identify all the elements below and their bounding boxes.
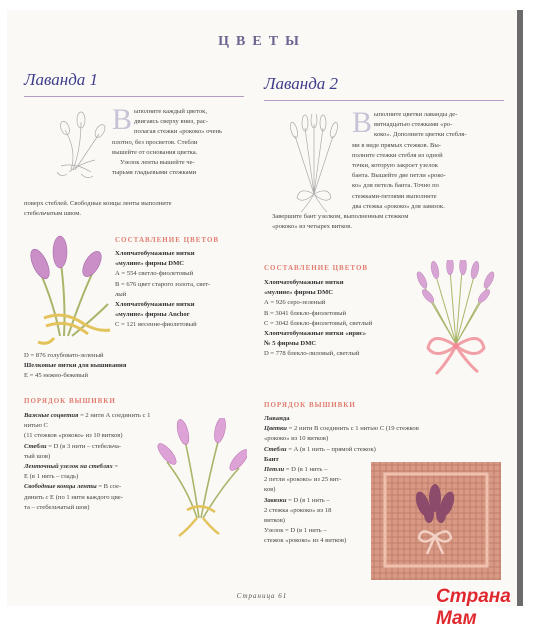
material-line: «мулине» фирмы DMC: [115, 260, 185, 268]
right-dropcap: В: [352, 106, 373, 139]
stitch-line: Бант: [264, 455, 279, 463]
stitch-line: Лаванда: [264, 415, 290, 422]
left-intro-line: вышейте от основания цветка.: [112, 148, 198, 156]
stitch-line: ков): [264, 486, 276, 494]
right-materials-heading: СОСТАВЛЕНИЕ ЦВЕТОВ: [264, 264, 369, 272]
material-line: Хлопчатобумажные нитки: [264, 279, 344, 286]
left-intro-line: стебельчатым швом.: [24, 210, 82, 218]
left-intro-line: поверх стеблей. Свободные концы ленты выполните: [24, 200, 172, 207]
watermark-text: Страна Мам: [436, 586, 511, 629]
stitch-line: Свободные концы ленты = В сое-: [24, 483, 122, 491]
right-stitch-list-2: [264, 465, 374, 547]
right-stitch-list: [264, 414, 504, 465]
material-line: Шелковые нитки для вышивания: [24, 362, 127, 370]
right-intro-line: полните стежки стебля из одной: [352, 151, 443, 159]
stitch-line: 2 петли «рококо» из 25 вит-: [264, 476, 342, 484]
left-embroidery-image-2: [157, 418, 247, 540]
stitch-line: Ленточный узелок на стеблях =: [24, 463, 119, 471]
material-line: «мулине» фирмы Anchor: [115, 311, 190, 319]
book-page: [7, 10, 523, 606]
page-number: Страница 61: [236, 592, 288, 600]
left-intro-line: ыполните каждый цветок,: [134, 108, 208, 115]
stitch-line: Узелок = D (в 1 нить –: [264, 527, 327, 535]
stitch-line: Цветки = 2 нити В соединить с 1 нитью С (19 стежков: [264, 425, 419, 433]
right-intro-line: банта. Вышейте две петли «роко-: [352, 172, 446, 180]
left-intro-bottom: [24, 199, 249, 219]
material-line: А = 554 светло-фиолетовый: [115, 270, 194, 278]
right-intro-bottom: [272, 212, 504, 232]
left-materials-full: [24, 351, 249, 382]
stitch-line: та – стебельчатый шов): [24, 503, 90, 511]
left-title-rule: [24, 96, 244, 97]
stitch-line: (11 стежков «рококо» из 10 витков): [24, 432, 123, 440]
stitch-line: тый шов): [24, 452, 51, 460]
material-line: Хлопчатобумажные нитки «ирис»: [264, 330, 367, 338]
left-intro-line: полагая стежки «рококо» очень: [134, 128, 223, 136]
left-stitch-list: [24, 411, 164, 513]
material-line: Хлопчатобумажные нитки: [115, 250, 195, 257]
stitch-line: Стебли = А (в 1 нить – прямой стежок): [264, 445, 376, 453]
right-stitch-heading: ПОРЯДОК ВЫШИВКИ: [264, 401, 356, 409]
right-intro-line: вятнадцатью стежками «ро-: [374, 121, 453, 129]
material-line: Е = 45 нежно-бежевый: [24, 372, 88, 380]
right-intro-top: [352, 106, 504, 212]
left-intro-line: двигаясь сверху вниз, рас-: [134, 118, 208, 126]
right-needlepoint-photo: [371, 462, 501, 580]
stitch-line: динить с Е (по 1 нити каждого цве-: [24, 493, 123, 501]
material-line: А = 926 серо-зеленый: [264, 299, 326, 307]
right-intro-line: «рококо» из четырех витков.: [272, 223, 353, 231]
material-line: D = 778 блекло-лиловый, светлый: [264, 350, 360, 358]
stitch-line: Важные соцветия = 2 нити А соединить с 1 нитью С: [24, 412, 151, 430]
stitch-line: стежок «рококо» из 4 витков): [264, 537, 347, 545]
right-intro-line: коко». Дополните цветки стебля-: [374, 131, 467, 139]
material-line: № 5 фирмы DMC: [264, 340, 317, 348]
stitch-line: Е (в 1 нить – гладь): [24, 473, 79, 481]
stitch-line: Петли = D (в 1 нить –: [264, 466, 328, 473]
right-title-rule: [264, 100, 504, 101]
left-dropcap: В: [112, 103, 133, 136]
page-title: ЦВЕТЫ: [218, 34, 306, 49]
left-intro-line: Узелок ленты вышейте че-: [120, 159, 195, 167]
right-intro-line: Завершите бант узелком, выполненным стежком: [272, 213, 409, 220]
right-intro-line: ми в виде прямых стежков. Вы-: [352, 141, 441, 149]
material-line: С = 3042 блекло-фиолетовый, светлый: [264, 319, 373, 327]
right-sketch-image: [281, 114, 347, 214]
left-intro-line: тырьмя гладьевыми стежками: [112, 169, 197, 177]
right-intro-line: точки, которую закроет узелок: [352, 162, 439, 170]
left-sketch-image: [51, 110, 113, 182]
material-line: Хлопчатобумажные нитки: [115, 301, 195, 309]
material-line: D = 876 голубовато-зеленый: [24, 352, 104, 359]
left-section-title: Лаванда 1: [24, 70, 99, 89]
right-intro-line: два стежка «рококо» для завязок.: [352, 202, 445, 210]
left-materials-heading: СОСТАВЛЕНИЕ ЦВЕТОВ: [115, 236, 220, 244]
material-line: В = 3041 блекло-фиолетовый: [264, 309, 347, 317]
stitch-line: Стебли = D (в 3 нити – стебельча-: [24, 442, 122, 450]
right-intro-line: ко» для петель банта. Точно по: [352, 182, 439, 190]
stitch-line: витков): [264, 517, 285, 525]
left-embroidery-image: [24, 234, 112, 350]
material-line: лый: [115, 290, 127, 298]
material-line: В = 676 цвет старого золота, свет-: [115, 280, 211, 288]
material-line: «мулине» фирмы DMC: [264, 289, 334, 297]
material-line: С = 121 весенне-фиолетовый: [115, 321, 197, 329]
stitch-line: 2 стежка «рококо» из 18: [264, 506, 332, 514]
right-intro-line: ыполните цветки лаванды де-: [374, 111, 458, 118]
left-stitch-heading: ПОРЯДОК ВЫШИВКИ: [24, 397, 116, 405]
right-embroidery-image: [402, 260, 510, 378]
right-materials-list: [264, 278, 414, 360]
stitch-line: Завязки = D (в 1 нить –: [264, 496, 330, 504]
left-intro-line: плотно, без просветов. Стебли: [112, 138, 198, 146]
right-intro-line: стежками-петлями выполните: [352, 192, 437, 200]
left-materials-list: [115, 249, 249, 331]
right-section-title: Лаванда 2: [264, 74, 339, 93]
left-intro-top: [112, 103, 247, 178]
stitch-line: «рококо» из 10 витков): [264, 435, 329, 443]
